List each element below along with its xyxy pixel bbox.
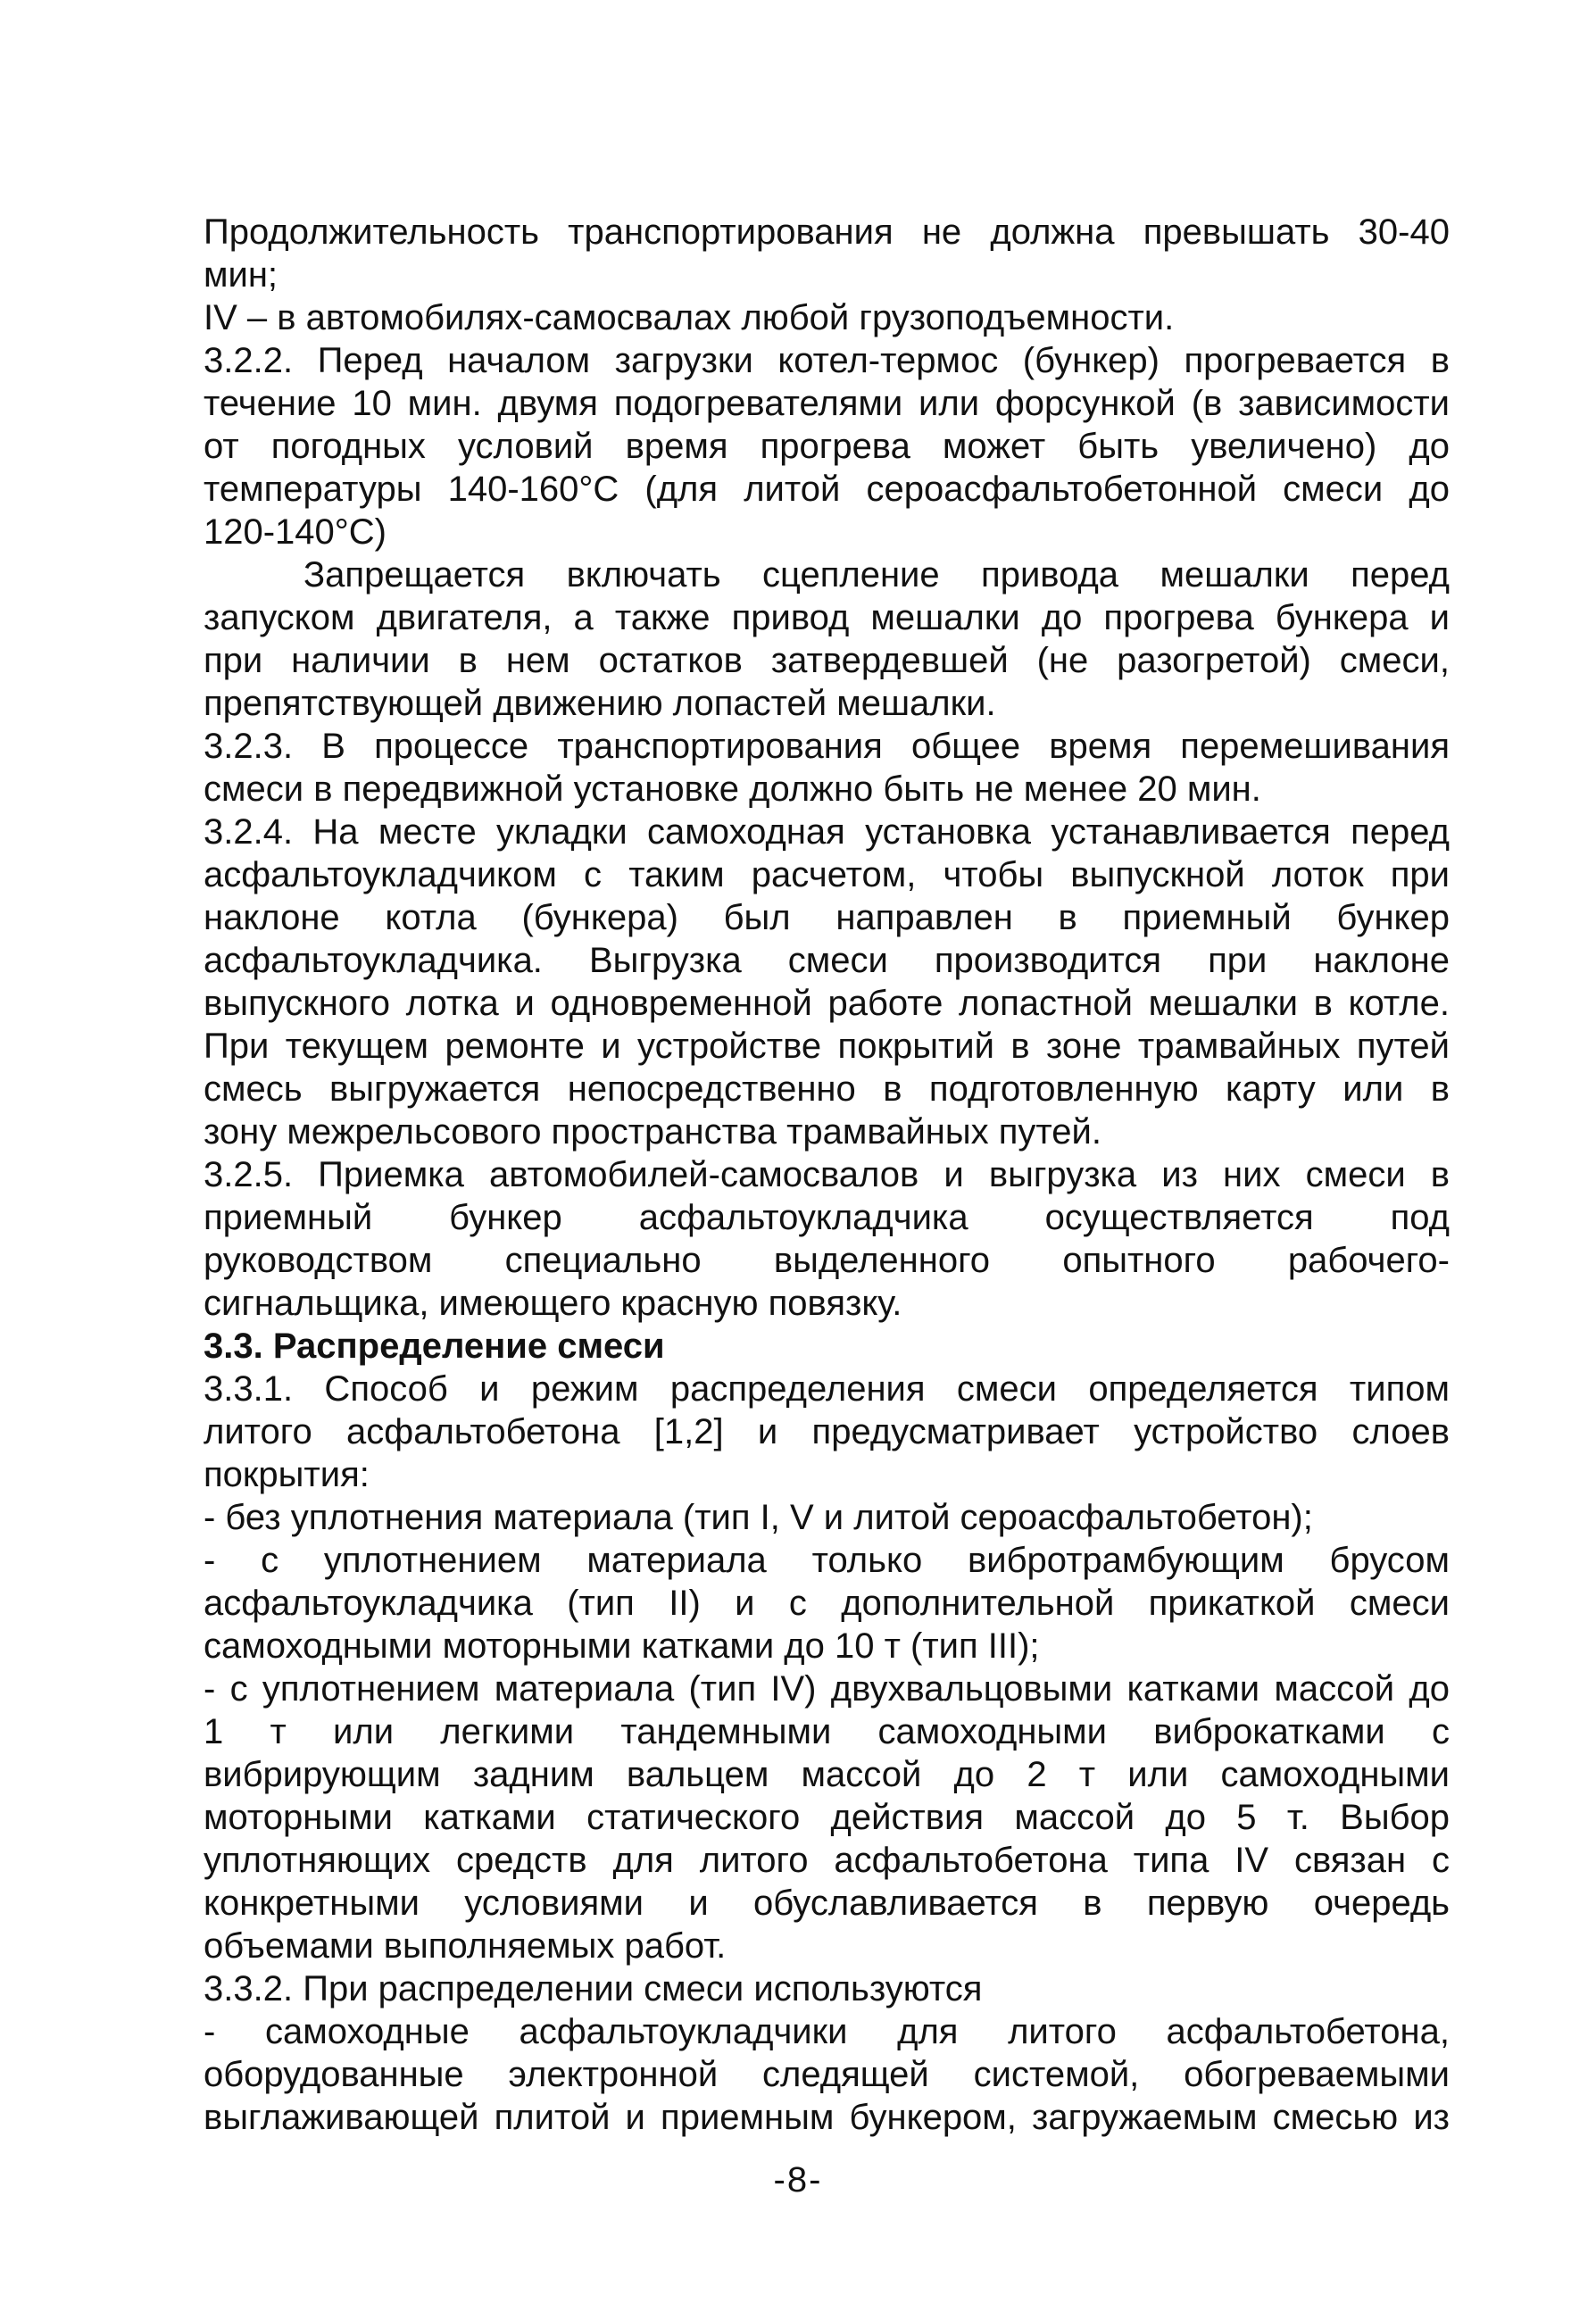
text-line: мин; <box>204 255 278 295</box>
text-line: - самоходные асфальтоукладчики для литого асфальтобетона, <box>204 2012 1450 2051</box>
text-line: 3.3.1. Способ и режим распределения смеси определяется типом <box>204 1369 1450 1409</box>
text-line: объемами выполняемых работ. <box>204 1926 727 1966</box>
text-line: Запрещается включать сцепление привода мешалки перед <box>303 555 1450 595</box>
text-line: наклоне котла (бункера) был направлен в приемный бункер <box>204 898 1450 937</box>
text-line: - с уплотнением материала только вибротрамбующим брусом <box>204 1541 1450 1580</box>
text-line: - без уплотнения материала (тип I, V и литой сероасфальтобетон); <box>204 1498 1313 1537</box>
section-heading: 3.3. Распределение смеси <box>204 1326 665 1366</box>
text-line: - с уплотнением материала (тип IV) двухвальцовыми катками массой до <box>204 1669 1450 1709</box>
text-line: покрытия: <box>204 1455 370 1494</box>
page-number: -8- <box>773 2160 823 2200</box>
text-line: 3.2.2. Перед началом загрузки котел-термос (бункер) прогревается в <box>204 341 1450 380</box>
text-line: течение 10 мин. двумя подогревателями или форсункой (в зависимости <box>204 384 1450 423</box>
text-line: смесь выгружается непосредственно в подготовленную карту или в <box>204 1069 1450 1109</box>
text-line: При текущем ремонте и устройстве покрытий в зоне трамвайных путей <box>204 1027 1450 1066</box>
text-line: IV – в автомобилях-самосвалах любой грузоподъемности. <box>204 298 1175 337</box>
text-line: руководством специально выделенного опытного рабочего- <box>204 1241 1450 1280</box>
text-line: самоходными моторными катками до 10 т (тип III); <box>204 1626 1040 1666</box>
text-line: 3.2.5. Приемка автомобилей-самосвалов и выгрузка из них смеси в <box>204 1155 1450 1194</box>
text-line: асфальтоукладчиком с таким расчетом, чтобы выпускной лоток при <box>204 855 1450 894</box>
text-line: выглаживающей плитой и приемным бункером, загружаемым смесью из <box>204 2098 1450 2137</box>
text-line: асфальтоукладчика. Выгрузка смеси производится при наклоне <box>204 941 1450 980</box>
text-line: температуры 140-160°С (для литой сероасфальтобетонной смеси до <box>204 470 1450 509</box>
text-line: оборудованные электронной следящей системой, обогреваемыми <box>204 2055 1450 2094</box>
text-line: от погодных условий время прогрева может быть увеличено) до <box>204 427 1450 466</box>
text-line: моторными катками статического действия массой до 5 т. Выбор <box>204 1798 1450 1837</box>
text-line: выпускного лотка и одновременной работе лопастной мешалки в котле. <box>204 984 1450 1023</box>
document-body <box>204 211 1450 2139</box>
text-line: конкретными условиями и обуславливается в первую очередь <box>204 1884 1450 1923</box>
text-line: 3.2.3. В процессе транспортирования общее время перемешивания <box>204 727 1450 766</box>
text-line: запуском двигателя, а также привод мешалки до прогрева бункера и <box>204 598 1450 637</box>
text-line: смеси в передвижной установке должно быть не менее 20 мин. <box>204 769 1261 809</box>
text-line: при наличии в нем остатков затвердевшей (не разогретой) смеси, <box>204 641 1450 680</box>
text-line: сигнальщика, имеющего красную повязку. <box>204 1284 902 1323</box>
text-line: приемный бункер асфальтоукладчика осуществляется под <box>204 1198 1450 1237</box>
text-line: зону межрельсового пространства трамвайных путей. <box>204 1112 1101 1152</box>
text-line: 120-140°С) <box>204 512 387 552</box>
text-line: 3.3.2. При распределении смеси используются <box>204 1969 983 2008</box>
text-line: уплотняющих средств для литого асфальтобетона типа IV связан с <box>204 1841 1450 1880</box>
text-line: Продолжительность транспортирования не должна превышать 30-40 <box>204 212 1450 252</box>
text-line: препятствующей движению лопастей мешалки. <box>204 684 996 723</box>
text-line: асфальтоукладчика (тип II) и с дополнительной прикаткой смеси <box>204 1584 1450 1623</box>
text-line: литого асфальтобетона [1,2] и предусматривает устройство слоев <box>204 1412 1450 1451</box>
text-line: 3.2.4. На месте укладки самоходная установка устанавливается перед <box>204 812 1450 852</box>
text-line: 1 т или легкими тандемными самоходными виброкатками с <box>204 1712 1450 1751</box>
text-line: вибрирующим задним вальцем массой до 2 т или самоходными <box>204 1755 1450 1794</box>
